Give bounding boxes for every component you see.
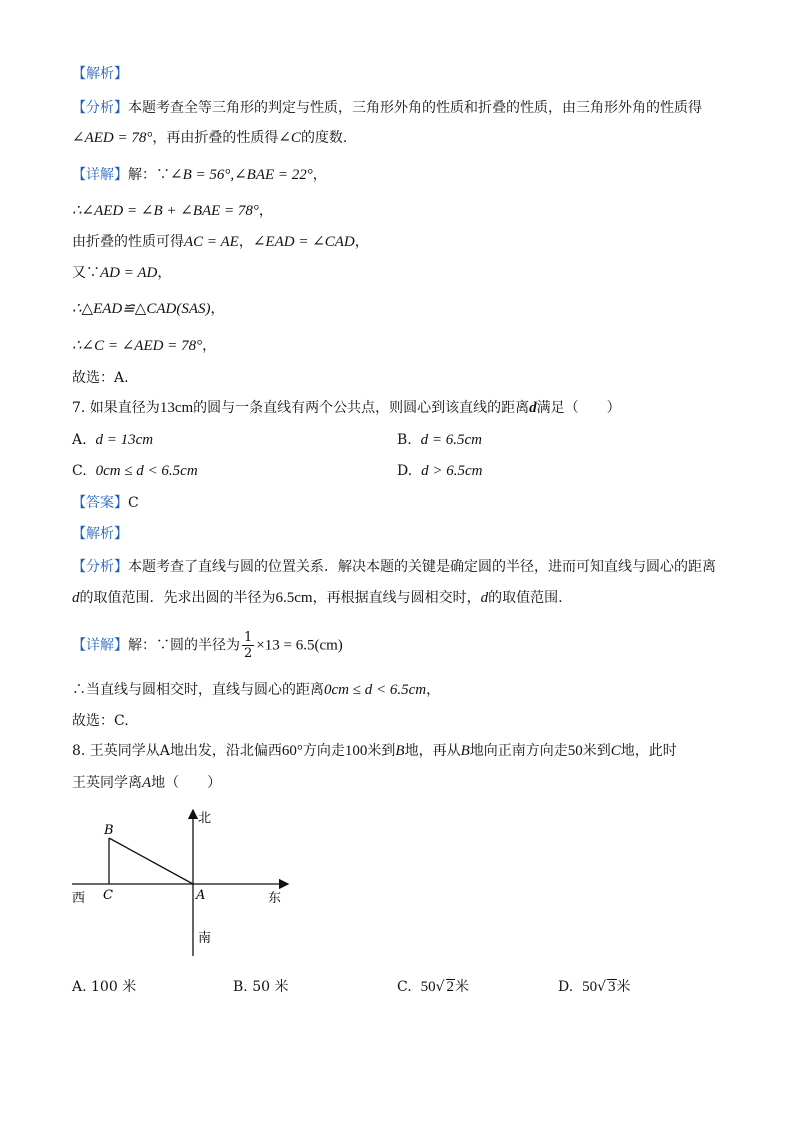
point-b-label: B	[104, 823, 114, 838]
option-label: D.	[558, 979, 574, 995]
q6-analysis-math: ∠AED = 78°	[72, 130, 153, 146]
q7-jiexi-heading	[72, 523, 128, 545]
option-radicand: 2	[446, 979, 454, 995]
xiangjie-tag: 【详解】	[72, 637, 128, 654]
jiexi-tag: 【解析】	[72, 66, 128, 82]
q7-step1-math: ×13 = 6.5(cm)	[256, 637, 343, 654]
q8-stem-text-7: 地，此时	[620, 743, 677, 759]
option-label: B.	[233, 979, 248, 995]
option-coefficient: 50	[420, 979, 436, 995]
q6-step2-math: ∴∠AED = ∠B + ∠BAE = 78°	[72, 203, 259, 219]
q7-step2-text: ∴当直线与圆相交时，直线与圆心的距离	[72, 682, 324, 698]
q8-stem-text-4: 地，再从	[404, 743, 461, 759]
option-label: A.	[72, 432, 87, 448]
q6-answer	[72, 367, 129, 389]
q7-analysis-text-3: ，再根据直线与圆相交时，	[312, 590, 481, 606]
q6-analysis-line1	[72, 97, 702, 119]
label-south: 南	[198, 931, 212, 946]
q6-step3-sep: ，	[238, 234, 253, 250]
q7-analysis-line1	[72, 556, 716, 578]
q6-step6-suffix: ，	[202, 338, 217, 354]
q8-stem-math-3: B	[395, 743, 405, 759]
jiexi-tag: 【解析】	[72, 526, 128, 542]
q6-step-2	[72, 200, 273, 222]
q8-stem-line2-text-2: 地（ ）	[151, 775, 222, 791]
q6-step-6	[72, 335, 216, 357]
q7-stem-text-2: 的圆与一条直线有两个公共点，则圆心到该直线的距离	[193, 400, 530, 416]
q6-analysis-line2	[72, 127, 347, 149]
q6-step-1	[72, 164, 327, 186]
q7-stem-math-1: 13cm	[159, 400, 194, 416]
q6-jiexi-heading	[72, 63, 128, 85]
option-math: d > 6.5cm	[421, 463, 483, 479]
q7-final-answer-text: 故选：C.	[72, 713, 129, 729]
q7-analysis-math-d: d	[72, 590, 80, 606]
q6-step-3	[72, 231, 369, 253]
q7-analysis-line2	[72, 587, 563, 609]
option-value: 50 米	[252, 979, 289, 995]
option-math: d = 13cm	[95, 432, 154, 448]
q8-stem-text-5: 地向正南方向走	[469, 743, 568, 759]
q7-step1-text: 解：∵圆的半径为	[128, 637, 240, 654]
q7-analysis-text-1: 本题考查了直线与圆的位置关系．解决本题的关键是确定圆的半径，进而可知直线与圆心的距离	[128, 559, 716, 575]
q8-stem-math-5: 50	[567, 743, 583, 759]
segment-ba	[109, 838, 193, 884]
option-label: D.	[397, 463, 413, 479]
point-c-label: C	[103, 888, 113, 903]
label-west: 西	[72, 891, 86, 906]
label-east: 东	[268, 891, 282, 906]
option-radicand: 3	[608, 979, 616, 995]
q7-step2-math: 0cm ≤ d < 6.5cm	[324, 682, 427, 698]
q7-step-1	[72, 630, 343, 661]
q6-analysis-text-2: ，再由折叠的性质得	[152, 130, 279, 146]
q7-final-answer	[72, 710, 129, 732]
q6-step-5	[72, 298, 225, 320]
q6-analysis-text: 本题考查全等三角形的判定与性质，三角形外角的性质和折叠的性质，由三角形外角的性质得	[128, 100, 702, 116]
q6-analysis-math-2: ∠C	[278, 130, 301, 146]
option-unit: 米	[616, 979, 631, 995]
option-value: 100 米	[91, 979, 137, 995]
q8-stem-line2-math: A	[142, 775, 152, 791]
option-label: C.	[72, 463, 87, 479]
q7-answer	[72, 492, 139, 514]
q6-step1-math: ∠B = 56°,∠BAE = 22°	[170, 167, 313, 183]
daan-tag: 【答案】	[72, 495, 128, 511]
q7-analysis-math-radius: 6.5cm	[275, 590, 313, 606]
q6-step3-math-2: ∠EAD = ∠CAD	[252, 234, 355, 250]
q6-step3-text: 由折叠的性质可得	[72, 234, 184, 250]
q7-answer-value: C	[128, 495, 139, 511]
q6-step3-suffix: ，	[354, 234, 369, 250]
fenxi-tag: 【分析】	[72, 100, 128, 116]
q8-option-d	[558, 976, 631, 998]
point-a-label: A	[196, 888, 206, 903]
q8-stem-line2-text-1: 王英同学离	[72, 775, 142, 791]
xiangjie-tag: 【详解】	[72, 167, 128, 183]
q6-step3-math-1: AC = AE	[184, 234, 239, 250]
option-unit: 米	[455, 979, 469, 995]
option-math: 0cm ≤ d < 6.5cm	[95, 463, 198, 479]
q8-stem-math-2: 100	[344, 743, 368, 759]
direction-diagram	[66, 806, 306, 966]
q8-stem-math-4: B	[460, 743, 470, 759]
option-coefficient: 50	[582, 979, 598, 995]
q7-option-b	[397, 429, 482, 451]
q8-option-c	[397, 976, 469, 998]
q6-analysis-text-3: 的度数.	[300, 130, 348, 146]
label-north: 北	[198, 811, 212, 826]
q6-step4-text: 又∵	[72, 265, 100, 281]
q7-analysis-text-4: 的取值范围.	[488, 590, 563, 606]
q8-stem-line1	[72, 740, 677, 762]
q8-option-a	[72, 976, 136, 998]
q7-stem-text-3: 满足（ ）	[536, 400, 621, 416]
q6-step2-suffix: ，	[258, 203, 273, 219]
q6-step4-suffix: ，	[157, 265, 172, 281]
fraction-denominator: 2	[244, 646, 253, 661]
q7-stem-math-2: d	[529, 400, 537, 416]
q7-option-a	[72, 429, 153, 451]
q8-stem-math-1: 60°	[281, 743, 303, 759]
option-math: d = 6.5cm	[420, 432, 483, 448]
q8-stem-text-1: 8. 王英同学从A地出发，沿北偏西	[72, 743, 282, 759]
fraction-numerator: 1	[244, 630, 253, 645]
sqrt-sign: √	[435, 979, 445, 995]
q8-stem-text-6: 米到	[582, 743, 611, 759]
q6-answer-text: 故选：A.	[72, 370, 129, 386]
option-label: B.	[397, 432, 412, 448]
q8-stem-line2	[72, 772, 221, 794]
option-label: A.	[72, 979, 87, 995]
q8-stem-math-6: C	[610, 743, 621, 759]
q6-step5-math: ∴△EAD≌△CAD(SAS)	[72, 301, 211, 317]
q6-step1-prefix: 解：∵	[128, 167, 170, 183]
q8-stem-text-3: 米到	[367, 743, 396, 759]
q7-step2-suffix: ，	[426, 682, 441, 698]
q7-step-2	[72, 679, 440, 701]
q6-step1-suffix: ，	[312, 167, 327, 183]
q7-analysis-math-d-2: d	[480, 590, 489, 606]
sqrt-sign: √	[597, 979, 607, 995]
q6-step-4	[72, 262, 171, 284]
q6-step5-suffix: ，	[210, 301, 225, 317]
q6-step4-math: AD = AD	[100, 265, 158, 281]
q7-stem	[72, 397, 621, 419]
q7-stem-text-1: 7. 如果直径为	[72, 400, 160, 416]
q8-stem-text-2: 方向走	[302, 743, 345, 759]
fraction-one-half	[242, 630, 254, 661]
option-label: C.	[397, 979, 412, 995]
q8-option-b	[233, 976, 288, 998]
fenxi-tag: 【分析】	[72, 559, 128, 575]
q6-step6-math: ∴∠C = ∠AED = 78°	[72, 338, 203, 354]
q7-option-d	[397, 460, 482, 482]
q7-analysis-text-2: 的取值范围．先求出圆的半径为	[79, 590, 276, 606]
q7-option-c	[72, 460, 198, 482]
